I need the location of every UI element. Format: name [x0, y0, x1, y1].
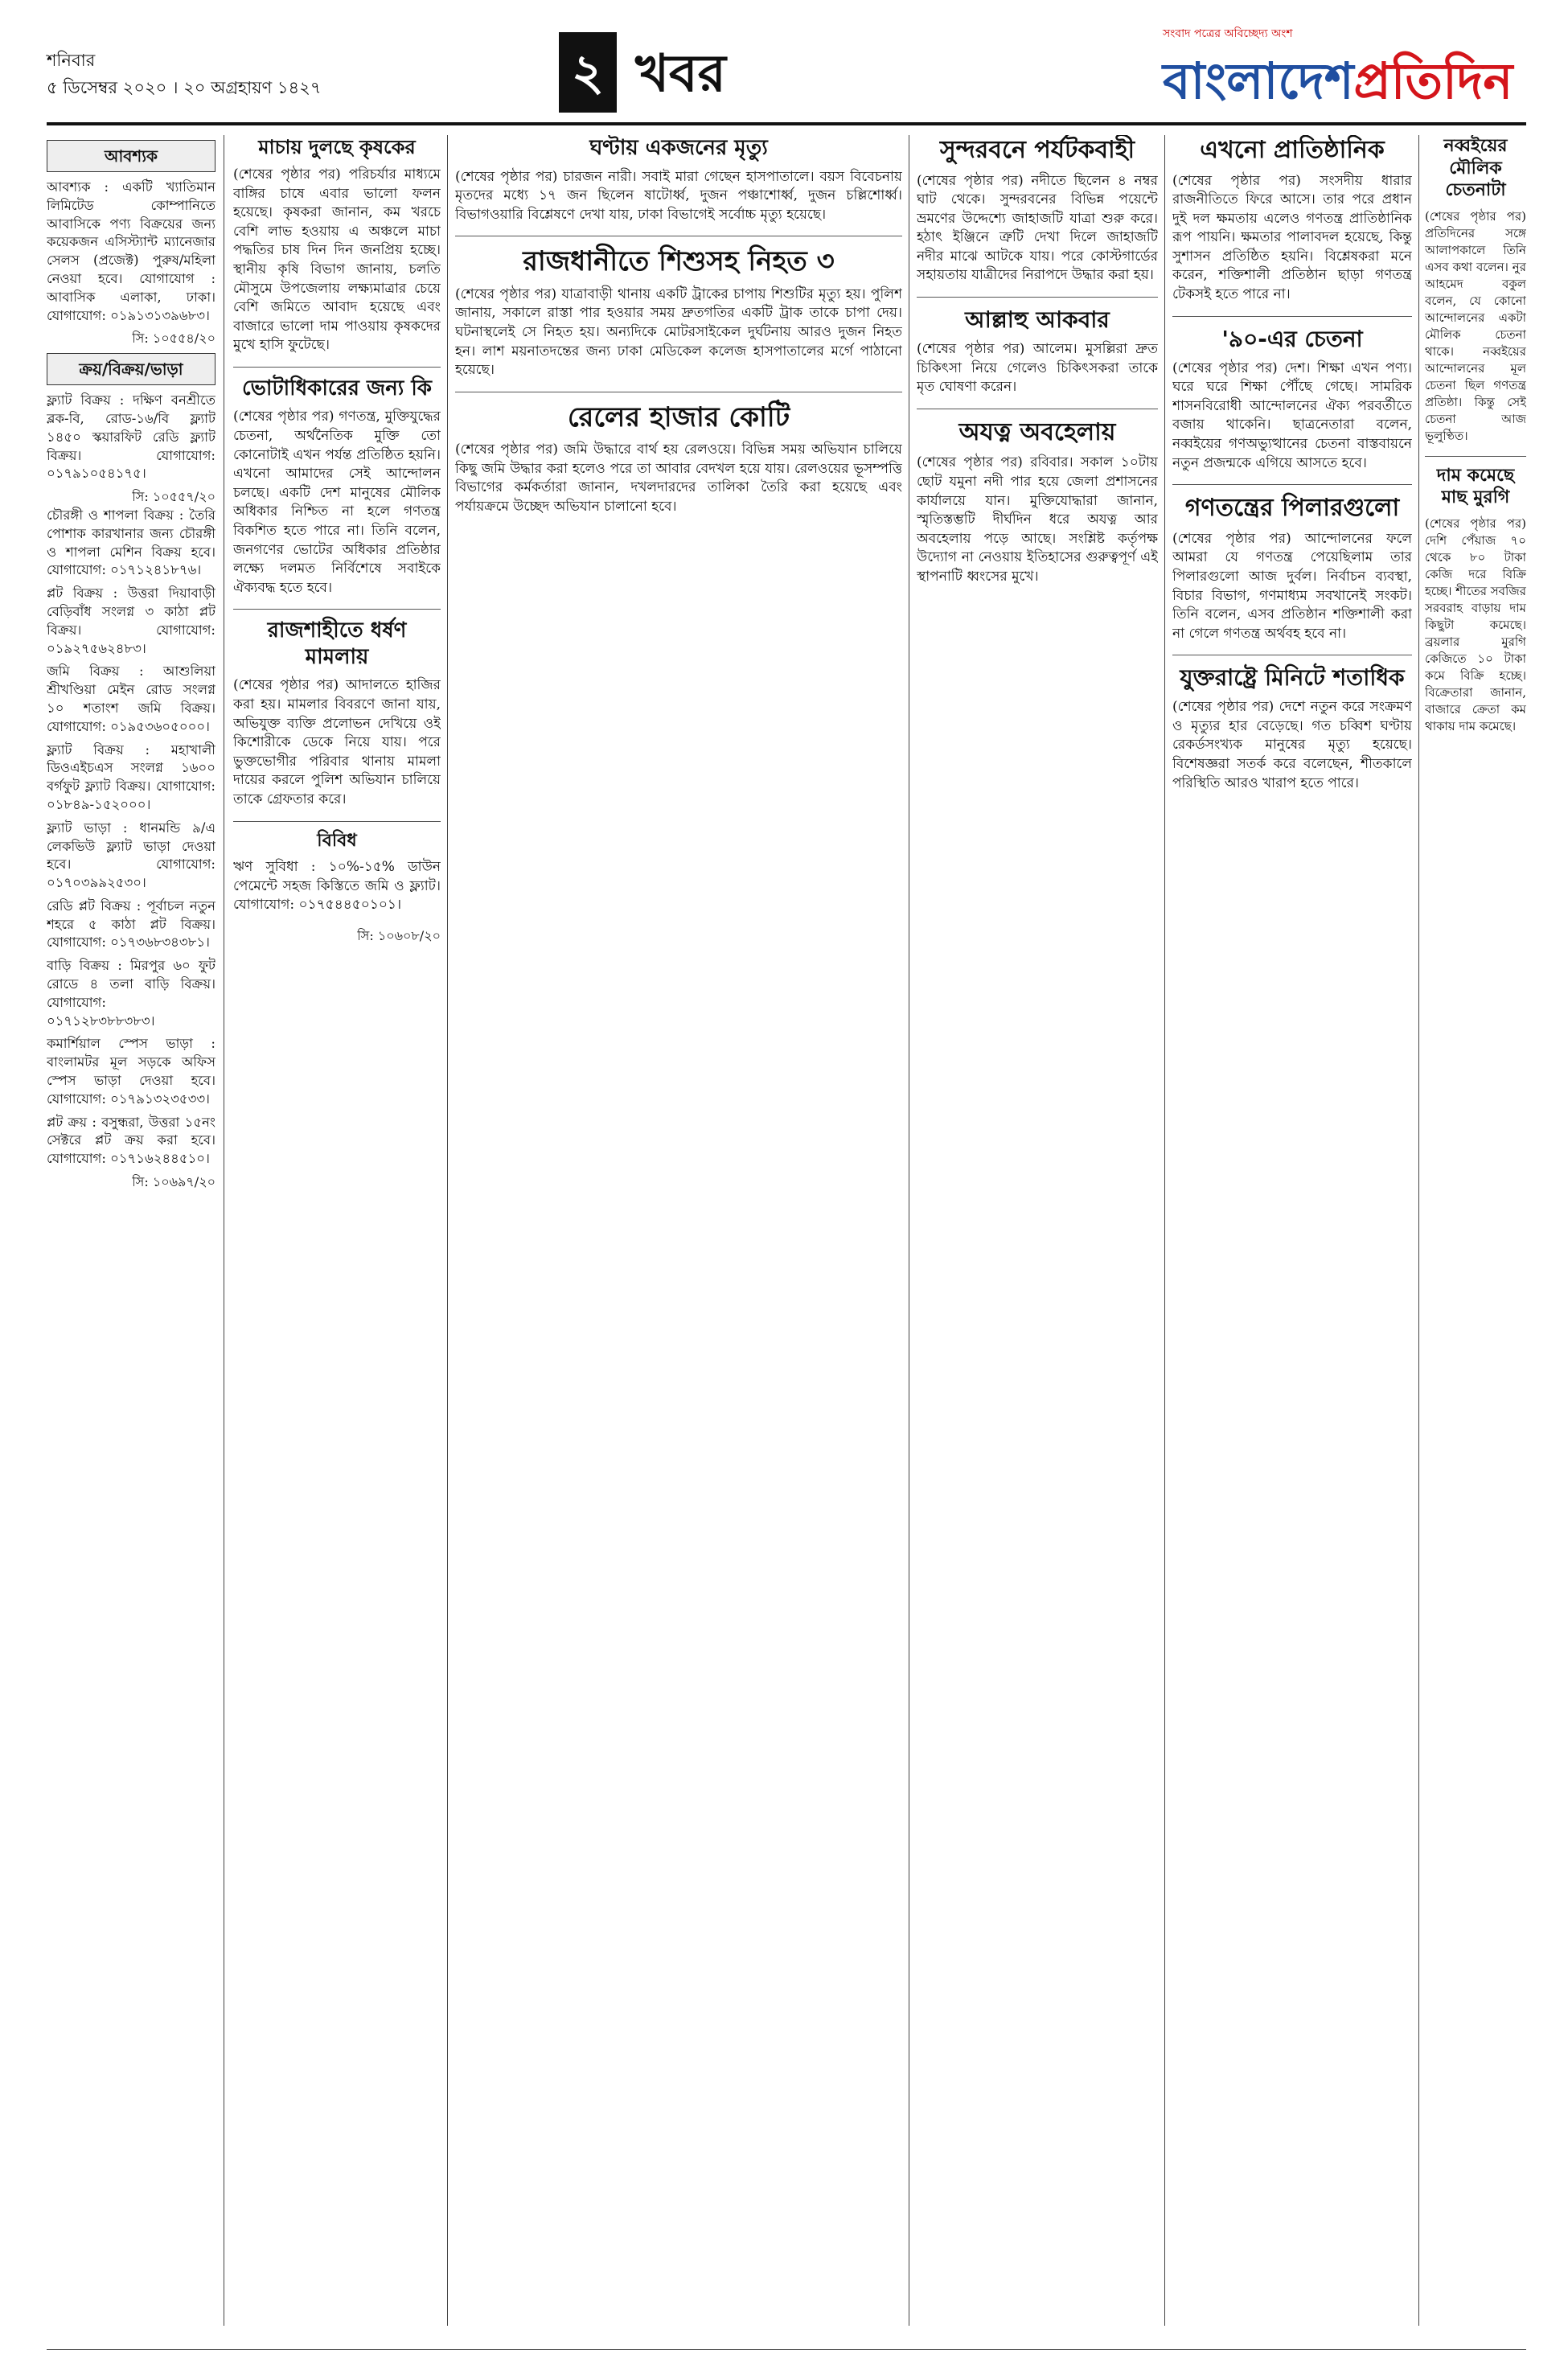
divider: [233, 367, 441, 368]
article-body: (শেষের পৃষ্ঠার পর) আদালতে হাজির করা হয়। মামলার বিবরণে জানা যায়, অভিযুক্ত ব্যক্তি প্রলোভন দেখিয়ে ওই কিশোরীকে ডেকে নিয়ে যায়। পরে ভুক্তভোগীর পরিবার থানায় মামলা দায়ের করলে পুলিশ অভিযান চালিয়ে তাকে গ্রেফতার করে।: [233, 677, 441, 807]
article-body: (শেষের পৃষ্ঠার পর) দেশি পেঁয়াজ ৭০ থেকে ৮০ টাকা কেজি দরে বিক্রি হচ্ছে। শীতের সবজির সরবরাহ বাড়ায় দাম কিছুটা কমেছে। ব্রয়লার মুরগি কেজিতে ১০ টাকা কমে বিক্রি হচ্ছে। বিক্রেতারা জানান, বাজারে ক্রেতা কম থাকায় দাম কমেছে।: [1425, 515, 1526, 733]
article-title: রাজধানীতে শিশুসহ নিহত ৩: [523, 245, 835, 278]
logo-tagline: সংবাদ পত্রের অবিচ্ছেদ্য অংশ: [1163, 27, 1293, 40]
logo-blue: বাংলাদেশ: [1163, 51, 1354, 110]
article-body: (শেষের পৃষ্ঠার পর) দেশ। শিক্ষা এখন পণ্য। ঘরে ঘরে শিক্ষা পৌঁছে গেছে। সামরিক শাসনবিরোধী আন্দোলনের ঐক্য পরবর্তীতে বজায় থাকেনি। ছাত্রনেতারা বলেন, নব্বইয়ের গণঅভ্যুত্থানের চেতনা বাস্তবায়নে নতুন প্রজন্মকে এগিয়ে আসতে হবে।: [1172, 359, 1412, 471]
column-6: [1425, 135, 1526, 2326]
section-title: খবর: [635, 44, 726, 104]
newspaper-logo: [1163, 24, 1525, 121]
classified-ref: সি: ১০৫৫৪/২০: [132, 331, 215, 347]
article-title: সুন্দরবনে পর্যটকবাহী: [939, 136, 1135, 164]
column-divider: [1418, 135, 1419, 2326]
article-title: রাজশাহীতে ধর্ষণ মামলায়: [267, 618, 407, 669]
divider: [233, 609, 441, 610]
classified-ref: সি: ১০৫৫৭/২০: [132, 489, 215, 505]
classified-item: আবশ্যক : একটি খ্যাতিমান লিমিটেড কোম্পানিতে আবাসিকে পণ্য বিক্রয়ের জন্য কয়েকজন এসিস্ট্যান্ট ম্যানেজার সেলস (প্রজেক্ট) পুরুষ/মহিলা নেওয়া হবে। যোগাযোগ : আবাসিক এলাকা, ঢাকা। যোগাযোগ: ০১৯১৩১৩৯৬৮৩।: [47, 179, 215, 323]
weekday: শনিবার: [47, 51, 96, 70]
article-title: ঘণ্টায় একজনের মৃত্যু: [589, 136, 768, 160]
classifieds-column: [47, 135, 215, 2326]
article-body: ঋণ সুবিধা : ১০%-১৫% ডাউন পেমেন্টে সহজ কিস্তিতে জমি ও ফ্ল্যাট। যোগাযোগ: ০১৭৫৪৪৫০১০১।: [233, 859, 441, 914]
article-title: রেলের হাজার কোটি: [567, 400, 790, 433]
article-title: ভোটাধিকারের জন্য কি: [241, 376, 432, 400]
article-title: এখনো প্রাতিষ্ঠানিক: [1200, 136, 1385, 164]
article-title: আল্লাহু আকবার: [965, 306, 1110, 334]
article-title: বিবিধ: [317, 830, 357, 851]
classified-item: ফ্ল্যাট বিক্রয় : মহাখালী ডিওএইচএস সংলগ্ন ১৬০০ বর্গফুট ফ্ল্যাট বিক্রয়। যোগাযোগ: ০১৮৪৯-১৫২০০০।: [47, 741, 215, 812]
classified-item: ফ্ল্যাট বিক্রয় : দক্ষিণ বনশ্রীতে ব্লক-বি, রোড-১৬/বি ফ্ল্যাট ১৪৫০ স্কয়ারফিট রেডি ফ্ল্যাট বিক্রয়। যোগাযোগ: ০১৭৯১০৫৪১৭৫।: [47, 392, 215, 482]
article-title: অযত্ন অবহেলায়: [958, 417, 1116, 446]
article-body: (শেষের পৃষ্ঠার পর) আলেম। মুসল্লিরা দ্রুত চিকিৎসা নিয়ে গেলেও চিকিৎসকরা তাকে মৃত ঘোষণা করেন।: [917, 341, 1158, 396]
article-title: মাচায় দুলছে কৃষকের: [258, 136, 416, 158]
classified-heading: ক্রয়/বিক্রয়/ভাড়া: [47, 353, 215, 385]
classified-item: কমার্শিয়াল স্পেস ভাড়া : বাংলামটর মূল সড়কে অফিস স্পেস ভাড়া দেওয়া হবে। যোগাযোগ: ০১৭৯১৩২৩৫৩৩।: [47, 1036, 215, 1107]
column-2: [233, 135, 441, 2326]
divider: [917, 297, 1158, 298]
article-title: দাম কমেছে মাছ মুরগি: [1436, 465, 1515, 507]
article-body: (শেষের পৃষ্ঠার পর) গণতন্ত্র, মুক্তিযুদ্ধের চেতনা, অর্থনৈতিক মুক্তি তো কোনোটাই এখন পর্যন্ত প্রতিষ্ঠিত হয়নি। এখনো আমাদের সেই আন্দোলন চলছে। একটি দেশ মানুষের মৌলিক অধিকার নিশ্চিত না হলে গণতন্ত্র বিকশিত হতে পারে না। তিনি বলেন, জনগণের ভোটের অধিকার প্রতিষ্ঠার লক্ষ্যে দলমত নির্বিশেষে সবাইকে ঐক্যবদ্ধ হতে হবে।: [233, 409, 441, 596]
article-title: যুক্তরাষ্ট্রে মিনিটে শতাধিক: [1180, 664, 1405, 692]
article-title: '৯০-এর চেতনা: [1221, 325, 1363, 352]
classified-item: প্লট ক্রয় : বসুন্ধরা, উত্তরা ১৫নং সেক্টরে প্লট ক্রয় করা হবে। যোগাযোগ: ০১৭১৬২৪৪৫১০।: [47, 1114, 215, 1167]
classified-item: বাড়ি বিক্রয় : মিরপুর ৬০ ফুট রোডে ৪ তলা বাড়ি বিক্রয়। যোগাযোগ: ০১৭১২৮৩৮৮৩৮৩।: [47, 958, 215, 1029]
article-body: (শেষের পৃষ্ঠার পর) সংসদীয় ধারার রাজনীতিতে ফিরে আসে। তার পরে প্রধান দুই দল ক্ষমতায় এলেও গণতন্ত্র প্রাতিষ্ঠানিক রূপ পায়নি। ক্ষমতার পালাবদল হয়েছে, কিন্তু সুশাসন প্রতিষ্ঠিত হয়নি। বিশ্লেষকরা মনে করেন, শক্তিশালী প্রতিষ্ঠান ছাড়া গণতন্ত্র টেকসই হতে পারে না।: [1172, 172, 1412, 303]
article-body: (শেষের পৃষ্ঠার পর) জমি উদ্ধারে বার্থ হয় রেলওয়ে। বিভিন্ন সময় অভিযান চালিয়ে কিছু জমি উদ্ধার করা হলেও পরে তা আবার বেদখল হয়ে যায়। রেলওয়ের ভূসম্পত্তি বিভাগের কর্মকর্তারা জানান, দখলদারদের তালিকা তৈরি করা হয়েছে এবং পর্যায়ক্রমে উচ্ছেদ অভিযান চালানো হবে।: [455, 442, 902, 515]
header-rule: [47, 122, 1526, 125]
article-body: (শেষের পৃষ্ঠার পর) চারজন নারী। সবাই মারা গেছেন হাসপাতালে। বয়স বিবেচনায় মৃতদের মধ্যে ১৭ জন ছিলেন ষাটোর্ধ্ব, দুজন পঞ্চাশোর্ধ্ব, দুজন চল্লিশোর্ধ্ব। বিভাগওয়ারি বিশ্লেষণে দেখা যায়, ঢাকা বিভাগেই সর্বোচ্চ মৃত্যু হয়েছে।: [455, 168, 902, 223]
classified-item: চৌরঙ্গী ও শাপলা বিক্রয় : তৈরি পোশাক কারখানার জন্য চৌরঙ্গী ও শাপলা মেশিন বিক্রয় হবে। যোগাযোগ: ০১৭১২৪১৮৭৬।: [47, 507, 215, 578]
article-body: (শেষের পৃষ্ঠার পর) রবিবার। সকাল ১০টায় ছোট যমুনা নদী পার হয়ে জেলা প্রশাসনের কার্যালয়ে যান। মুক্তিযোদ্ধারা জানান, স্মৃতিস্তম্ভটি দীর্ঘদিন ধরে অযত্ন আর অবহেলায় পড়ে আছে। সংশ্লিষ্ট কর্তৃপক্ষ উদ্যোগ না নেওয়ায় ইতিহাসের গুরুত্বপূর্ণ এই স্থাপনাটি ধ্বংসের মুখে।: [917, 454, 1158, 585]
date-line: ৫ ডিসেম্বর ২০২০ । ২০ অগ্রহায়ণ ১৪২৭: [47, 78, 322, 97]
column-5: [1172, 135, 1412, 2326]
logo-red: প্রতিদিন: [1353, 51, 1513, 110]
logo-wordmark: [1163, 43, 1513, 126]
divider: [1425, 456, 1526, 457]
divider: [1172, 316, 1412, 317]
divider: [233, 821, 441, 822]
column-divider: [1164, 135, 1165, 2326]
classified-ref: সি: ১০৬০৮/২০: [357, 927, 441, 943]
classified-item: প্লট বিক্রয় : উত্তরা দিয়াবাড়ী বেড়িবাঁধ সংলগ্ন ৩ কাঠা প্লট বিক্রয়। যোগাযোগ: ০১৯২৭৫৬২৪৮৩।: [47, 585, 215, 656]
footer-rule: [47, 2349, 1526, 2350]
classified-item: রেডি প্লট বিক্রয় : পূর্বাচল নতুন শহরে ৫ কাঠা প্লট বিক্রয়। যোগাযোগ: ০১৭৩৬৮৩৪৩৮১।: [47, 897, 215, 951]
column-3: [455, 135, 902, 2326]
article-body: (শেষের পৃষ্ঠার পর) পরিচর্যার মাধ্যমে বাঙ্গির চাষে এবার ভালো ফলন হয়েছে। কৃষকরা জানান, কম খরচে বেশি লাভ হওয়ায় এ অঞ্চলে মাচা পদ্ধতির চাষ দিন দিন জনপ্রিয় হচ্ছে। স্থানীয় কৃষি বিভাগ জানায়, চলতি মৌসুমে উপজেলায় লক্ষ্যমাত্রার চেয়ে বেশি জমিতে আবাদ হয়েছে এবং বাজারে ভালো দাম পাওয়ায় কৃষকদের মুখে হাসি ফুটেছে।: [233, 166, 441, 354]
article-body: (শেষের পৃষ্ঠার পর) নদীতে ছিলেন ৪ নম্বর ঘাট থেকে। সুন্দরবনের বিভিন্ন পয়েন্টে ভ্রমণের উদ্দেশ্যে জাহাজটি যাত্রা শুরু করে। হঠাৎ ইঞ্জিনে ত্রুটি দেখা দিলে জাহাজটি নদীর মাঝে আটকে যায়। পরে কোস্টগার্ডের সহায়তায় যাত্রীদের নিরাপদে উদ্ধার করা হয়।: [917, 172, 1158, 284]
classified-block: [47, 392, 215, 1192]
article-title: নব্বইয়ের মৌলিক চেতনাটা: [1443, 136, 1508, 200]
masthead-date: [47, 47, 529, 101]
article-body: (শেষের পৃষ্ঠার পর) প্রতিদিনের সঙ্গে আলাপকালে তিনি এসব কথা বলেন। নুর আহমেদ বকুল বলেন, যে কোনো আন্দোলনের একটা মৌলিক চেতনা থাকে। নব্বইয়ের আন্দোলনের মূল চেতনা ছিল গণতন্ত্র প্রতিষ্ঠা। কিন্তু সেই চেতনা আজ ভূলুণ্ঠিত।: [1425, 208, 1526, 443]
classified-item: ফ্ল্যাট ভাড়া : ধানমন্ডি ৯/এ লেকভিউ ফ্ল্যাট ভাড়া দেওয়া হবে। যোগাযোগ: ০১৭০৩৯৯২৫৩০।: [47, 819, 215, 891]
article-title: গণতন্ত্রের পিলারগুলো: [1184, 494, 1400, 523]
page-number: ২: [559, 32, 617, 113]
divider: [1172, 484, 1412, 485]
column-4: [917, 135, 1158, 2326]
classified-ref: সি: ১০৬৯৭/২০: [132, 1174, 215, 1190]
classified-heading: আবশ্যক: [47, 140, 215, 172]
classified-item: জমি বিক্রয় : আশুলিয়া শ্রীখণ্ডিয়া মেইন রোড সংলগ্ন ১০ শতাংশ জমি বিক্রয়। যোগাযোগ: ০১৯৫৩৬০৫০০০।: [47, 663, 215, 734]
article-body: (শেষের পৃষ্ঠার পর) আন্দোলনের ফলে আমরা যে গণতন্ত্র পেয়েছিলাম তার পিলারগুলো আজ দুর্বল। নির্বাচন ব্যবস্থা, বিচার বিভাগ, গণমাধ্যম সবখানেই সংকট। তিনি বলেন, এসব প্রতিষ্ঠান শক্তিশালী করা না গেলে গণতন্ত্র অর্থবহ হবে না।: [1172, 530, 1412, 642]
article-body: (শেষের পৃষ্ঠার পর) দেশে নতুন করে সংক্রমণ ও মৃত্যুর হার বেড়েছে। গত চব্বিশ ঘণ্টায় রেকর্ডসংখ্যক মানুষের মৃত্যু হয়েছে। বিশেষজ্ঞরা সতর্ক করে বলেছেন, শীতকালে পরিস্থিতি আরও খারাপ হতে পারে।: [1172, 699, 1412, 791]
classified-block: [47, 179, 215, 348]
column-divider: [447, 135, 448, 2326]
article-body: (শেষের পৃষ্ঠার পর) যাত্রাবাড়ী থানায় একটি ট্রাকের চাপায় শিশুটির মৃত্যু হয়। পুলিশ জানায়, সকালে রাস্তা পার হওয়ার সময় দ্রুতগতির একটি ট্রাক তাকে চাপা দেয়। ঘটনাস্থলেই সে নিহত হয়। অন্যদিকে মোটরসাইকেল দুর্ঘটনায় আরও দুজন নিহত হন। লাশ ময়নাতদন্তের জন্য ঢাকা মেডিকেল কলেজ হাসপাতালের মর্গে পাঠানো হয়েছে।: [455, 285, 902, 379]
